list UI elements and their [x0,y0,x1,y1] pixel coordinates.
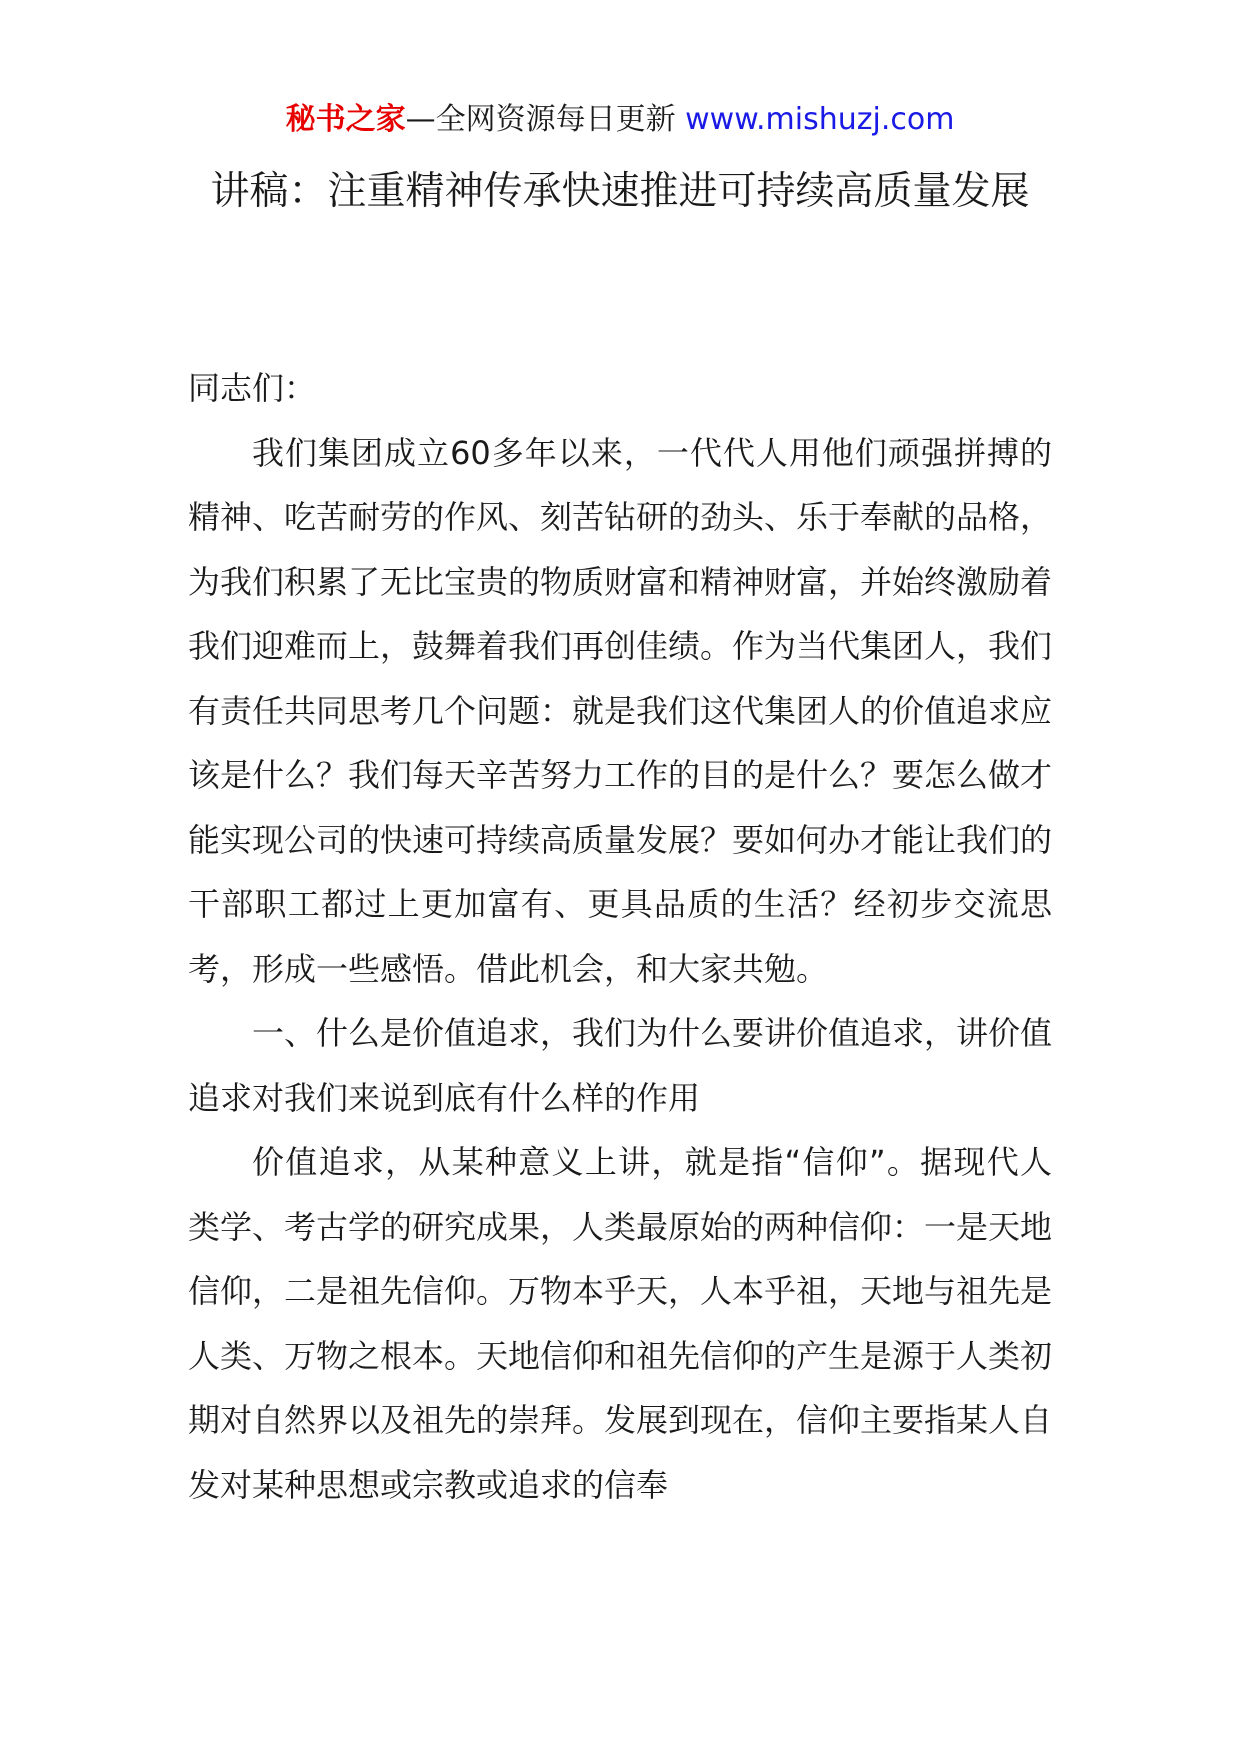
paragraph-intro: 我们集团成立60多年以来，一代代人用他们顽强拼搏的精神、吃苦耐劳的作风、刻苦钻研的劲头、乐于奉献的品格，为我们积累了无比宝贵的物质财富和精神财富，并始终激励着我们迎难而上，鼓舞着我们再创佳绩。作为当代集团人，我们有责任共同思考几个问题：就是我们这代集团人的价值追求应该是什么？我们每天辛苦努力工作的目的是什么？要怎么做才能实现公司的快速可持续高质量发展？要如何办才能让我们的干部职工都过上更加富有、更具品质的生活？经初步交流思考，形成一些感悟。借此机会，和大家共勉。 [188,433,1053,988]
site-url: www.mishuzj.com [685,102,955,137]
paragraph-value-pursuit: 价值追求，从某种意义上讲，就是指“信仰”。据现代人类学、考古学的研究成果，人类最原始的两种信仰：一是天地信仰，二是祖先信仰。万物本乎天，人本乎祖，天地与祖先是人类、万物之根本。天地信仰和祖先信仰的产生是源于人类初期对自然界以及祖先的崇拜。发展到现在，信仰主要指某人自发对某种思想或宗教或追求的信奉 [188,1143,1053,1504]
section-heading-1: 一、什么是价值追求，我们为什么要讲价值追求，讲价值追求对我们来说到底有什么样的作用 [188,1014,1053,1117]
site-header [0,100,1240,140]
greeting: 同志们： [188,369,317,407]
header-tagline: —全网资源每日更新 [405,102,686,137]
document-body [188,356,1052,1517]
brand-name: 秘书之家 [285,102,406,137]
document-title: 讲稿：注重精神传承快速推进可持续高质量发展 [210,169,1030,214]
